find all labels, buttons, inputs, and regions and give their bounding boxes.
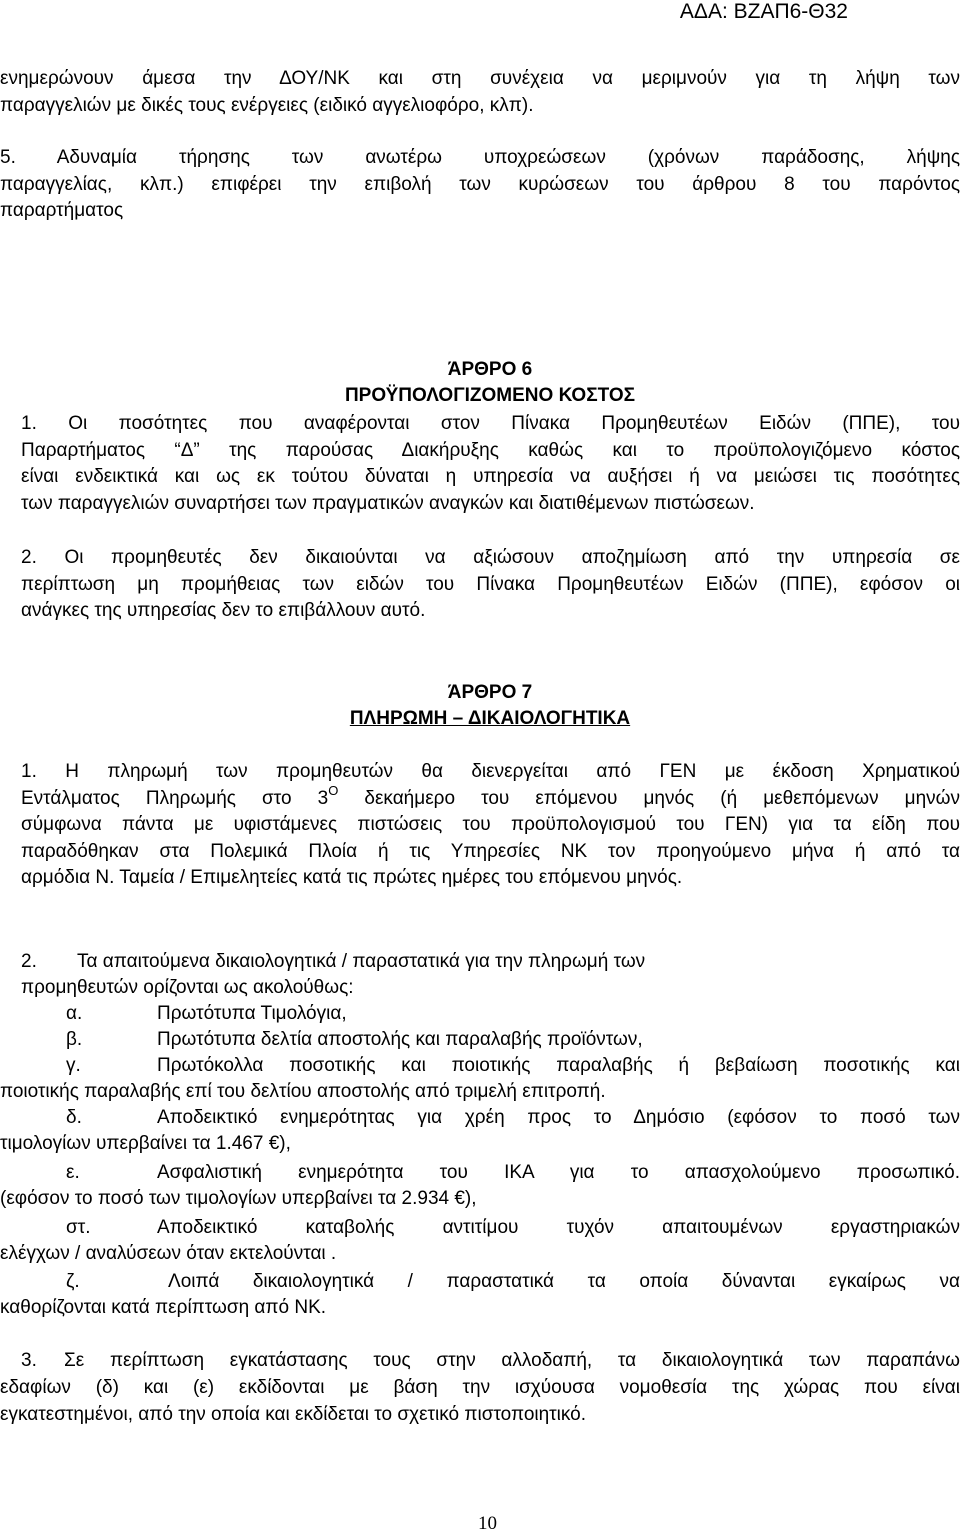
text-line: παραγγελίας, κλπ.) επιφέρει την επιβολή των κυρώσεων του άρθρου 8 του παρόντος: [0, 173, 960, 195]
article-6-paragraph-1: [0, 411, 960, 517]
text-line: Παραρτήματος “Δ” της παρούσας Διακήρυξης καθώς και το προϋπολογιζόμενο κόστος: [21, 439, 960, 461]
intro-paragraph: [0, 66, 960, 119]
article-7-paragraph-3-line: [0, 1348, 960, 1374]
list-item: [0, 1160, 960, 1186]
text-line: Σε περίπτωση εγκατάστασης τους στην αλλοδαπή, τα δικαιολογητικά των παραπάνω: [64, 1350, 960, 1371]
list-item-text: ελέγχων / αναλύσεων όταν εκτελούνται .: [0, 1243, 337, 1264]
list-item-continuation: [0, 1131, 960, 1157]
ordinal-superscript: Ο: [328, 785, 339, 798]
article-7-paragraph-2-line: [0, 975, 960, 1001]
list-item: [0, 1269, 960, 1295]
text-line: παραρτήματος: [0, 200, 124, 221]
paragraph-number: 3.: [21, 1350, 37, 1371]
list-item-text: Αποδεικτικό καταβολής αντιτίμου τυχόν απαιτουμένων εργαστηριακών: [157, 1217, 960, 1238]
item-5-paragraph: [0, 145, 960, 225]
text-line: εδαφίων (δ) και (ε) εκδίδονται με βάση την ισχύουσα νομοθεσία της χώρας που είναι: [0, 1377, 960, 1398]
text-line: είναι ενδεικτικά και ως εκ τούτου δύναται η υπηρεσία να αυξήσει ή να μειώσει τις ποσότητες: [21, 466, 960, 487]
list-item-continuation: [0, 1295, 960, 1321]
article-7-paragraph-1: [0, 759, 960, 892]
article-6-paragraph-2: [0, 545, 960, 625]
list-item-text: Πρωτόκολλα ποσοτικής και ποιοτικής παραλαβής ή βεβαίωση ποσοτικής και: [157, 1055, 960, 1076]
list-item: [0, 1027, 960, 1053]
text-line: παραδόθηκαν στα Πολεμικά Πλοία ή τις Υπηρεσίες ΝΚ τον προηγούμενο μήνα ή από τα: [21, 840, 960, 862]
list-item-label: α.: [66, 1003, 83, 1024]
article-6-heading: ΆΡΘΡΟ 6: [447, 359, 533, 380]
article-7-paragraph-3-line: [0, 1375, 960, 1401]
text-line: 2. Οι προμηθευτές δεν δικαιούνται να αξιώσουν αποζημίωση από την υπηρεσία σε: [21, 547, 960, 568]
list-item: [0, 1001, 960, 1027]
list-item-label: γ.: [66, 1055, 81, 1076]
list-item-label: στ.: [66, 1217, 91, 1238]
text-line: [0, 786, 960, 813]
list-item-text: Ασφαλιστική ενημερότητα του ΙΚΑ για το απασχολούμενο προσωπικό.: [157, 1162, 960, 1183]
text-line: των παραγγελιών συναρτήσει των πραγματικών αναγκών και διατιθέμενων πιστώσεων.: [21, 492, 755, 514]
text-line: παραγγελιών με δικές τους ενέργειες (ειδικό αγγελιοφόρο, κλπ).: [0, 94, 534, 116]
text-line: σύμφωνα πάντα με υφιστάμενες πιστώσεις του προϋπολογισμού του ΓΕΝ) για τα είδη που: [21, 814, 960, 835]
text-line: ενημερώνουν άμεσα την ΔΟΥ/ΝΚ και στη συνέχεια να μεριμνούν για τη λήψη των: [0, 68, 960, 89]
article-7-paragraph-2-line: [0, 949, 960, 975]
list-item-continuation: [0, 1079, 960, 1105]
list-item-label: ζ.: [66, 1271, 80, 1292]
article-6-title: ΠΡΟΫΠΟΛΟΓΙΖΟΜΕΝΟ ΚΟΣΤΟΣ: [344, 385, 636, 406]
list-item: [0, 1053, 960, 1079]
text-segment: Εντάλματος Πληρωμής στο 3: [21, 787, 329, 809]
page-number: 10: [478, 1513, 497, 1534]
article-7-heading: ΆΡΘΡΟ 7: [447, 682, 533, 703]
list-item-label: δ.: [66, 1107, 82, 1128]
text-line: προμηθευτών ορίζονται ως ακολούθως:: [21, 977, 354, 998]
text-line: ανάγκες της υπηρεσίας δεν το επιβάλλουν αυτό.: [21, 600, 426, 621]
article-7-title: ΠΛΗΡΩΜΗ – ΔΙΚΑΙΟΛΟΓΗΤΙΚΑ: [349, 708, 631, 729]
list-item-text: Λοιπά δικαιολογητικά / παραστατικά τα οποία δύνανται εγκαίρως να: [168, 1271, 960, 1292]
text-line: Τα απαιτούμενα δικαιολογητικά / παραστατικά για την πληρωμή των: [77, 951, 646, 972]
text-line: αρμόδια Ν. Ταμεία / Επιμελητείες κατά τις πρώτες ημέρες του επόμενου μηνός.: [21, 867, 683, 888]
article-7-paragraph-3-line: [0, 1402, 960, 1428]
text-line: εγκατεστημένοι, από την οποία και εκδίδεται το σχετικό πιστοποιητικό.: [0, 1404, 587, 1425]
list-item-text: Πρωτότυπα Τιμολόγια,: [157, 1003, 347, 1024]
list-item-text: ποιοτικής παραλαβής επί του δελτίου αποστολής από τριμελή επιτροπή.: [0, 1081, 606, 1102]
paragraph-number: 2.: [21, 951, 37, 972]
list-item: [0, 1215, 960, 1241]
list-item-text: τιμολογίων υπερβαίνει τα 1.467 €),: [0, 1133, 291, 1154]
list-item-label: ε.: [66, 1162, 80, 1183]
text-line: 1. Η πληρωμή των προμηθευτών θα διενεργείται από ΓΕΝ με έκδοση Χρηματικού: [21, 761, 960, 782]
list-item-continuation: [0, 1186, 960, 1212]
list-item-text: (εφόσον το ποσό των τιμολογίων υπερβαίνει τα 2.934 €),: [0, 1188, 477, 1209]
list-item-continuation: [0, 1241, 960, 1267]
ada-code: ΑΔΑ: ΒΖΑΠ6-Θ32: [679, 0, 848, 23]
text-line: 5. Αδυναμία τήρησης των ανωτέρω υποχρεώσεων (χρόνων παράδοσης, λήψης: [0, 147, 960, 168]
text-line: περίπτωση μη προμήθειας των ειδών του Πίνακα Προμηθευτέων Ειδών (ΠΠΕ), εφόσον οι: [21, 573, 960, 595]
list-item-label: β.: [66, 1029, 83, 1050]
list-item-text: Αποδεικτικό ενημερότητας για χρέη προς το Δημόσιο (εφόσον το ποσό των: [157, 1107, 960, 1128]
text-segment: δεκαήμερο του επόμενου μηνός (ή μεθεπόμενων μηνών: [338, 787, 960, 809]
list-item-text: καθορίζονται κατά περίπτωση από ΝΚ.: [0, 1297, 327, 1318]
list-item-text: Πρωτότυπα δελτία αποστολής και παραλαβής προϊόντων,: [157, 1029, 643, 1050]
text-line: 1. Οι ποσότητες που αναφέρονται στον Πίνακα Προμηθευτέων Ειδών (ΠΠΕ), του: [21, 413, 960, 434]
list-item: [0, 1105, 960, 1131]
